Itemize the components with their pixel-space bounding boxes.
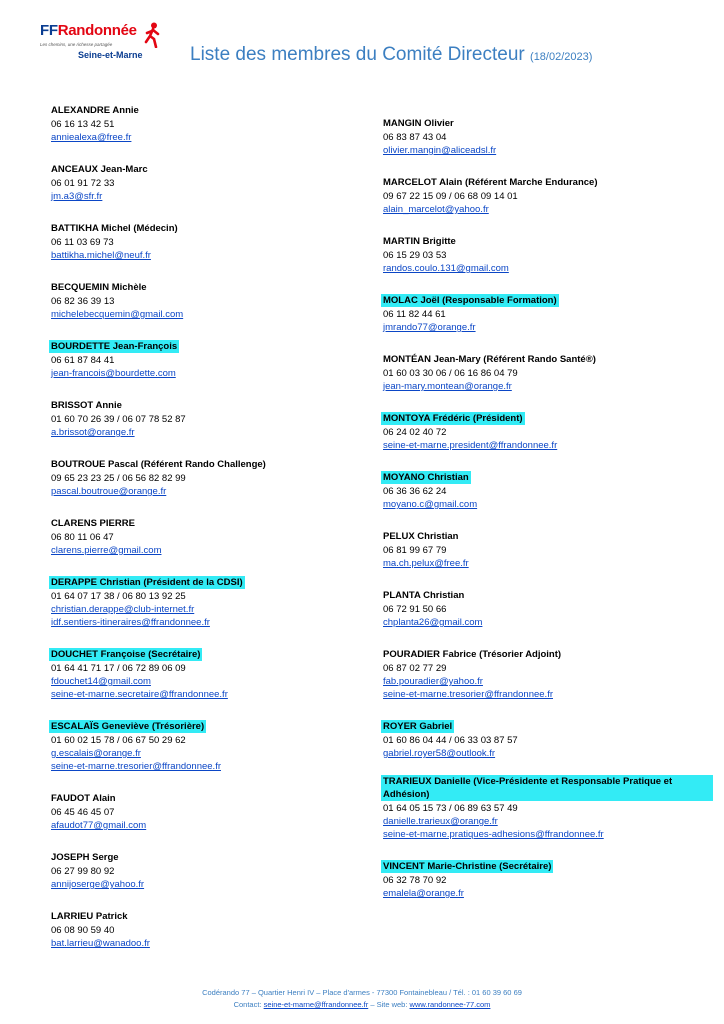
- member-name: ROYER Gabriel: [383, 721, 453, 732]
- member-entry: [383, 716, 713, 760]
- member-name: MOYANO Christian: [383, 472, 469, 483]
- logo-wordmark: FFRandonnée: [40, 22, 137, 39]
- member-email-link[interactable]: seine-et-marne.president@ffrandonnee.fr: [383, 440, 558, 451]
- member-name: PLANTA Christian: [383, 590, 465, 601]
- member-email-link[interactable]: ma.ch.pelux@free.fr: [383, 558, 469, 569]
- member-name: ALEXANDRE Annie: [51, 105, 139, 116]
- page-title: [190, 44, 592, 66]
- member-phone: 06 80 11 06 47: [51, 532, 114, 543]
- member-phone: 06 11 03 69 73: [51, 237, 114, 248]
- member-name: TRARIEUX Danielle (Vice-Présidente et Responsable Pratique et Adhésion): [381, 775, 713, 801]
- member-entry: [51, 218, 351, 262]
- member-name: BECQUEMIN Michèle: [51, 282, 147, 293]
- member-name: POURADIER Fabrice (Trésorier Adjoint): [383, 649, 562, 660]
- member-email-link[interactable]: seine-et-marne.pratiques-adhesions@ffrandonnee.fr: [383, 829, 604, 840]
- member-entry: [383, 856, 713, 900]
- member-email-link[interactable]: emalela@orange.fr: [383, 888, 464, 899]
- member-email-link[interactable]: jean-mary.montean@orange.fr: [383, 381, 512, 392]
- member-entry: [51, 644, 351, 701]
- member-email-link[interactable]: jean-francois@bourdette.com: [51, 368, 176, 379]
- member-name: BATTIKHA Michel (Médecin): [51, 223, 178, 234]
- member-entry: [383, 526, 713, 570]
- member-phone: 09 65 23 23 25 / 06 56 82 82 99: [51, 473, 186, 484]
- member-entry: [383, 644, 713, 701]
- footer-site-label: – Site web:: [370, 1000, 408, 1009]
- member-phone: 06 27 99 80 92: [51, 866, 115, 877]
- member-email-link[interactable]: g.escalais@orange.fr: [51, 748, 141, 759]
- footer-address: Codérando 77 – Quartier Henri IV – Place d'armes - 77300 Fontainebleau / Tél. : 01 60 39 60 69: [202, 988, 522, 997]
- member-phone: 06 87 02 77 29: [383, 663, 447, 674]
- member-entry: [51, 100, 351, 144]
- member-entry: [51, 847, 351, 891]
- member-phone: 06 32 78 70 92: [383, 875, 447, 886]
- logo-tagline: Les chemins, une richesse partagée: [40, 42, 113, 47]
- member-email-link[interactable]: afaudot77@gmail.com: [51, 820, 147, 831]
- member-entry: [51, 788, 351, 832]
- member-entry: [51, 277, 351, 321]
- member-email-link[interactable]: battikha.michel@neuf.fr: [51, 250, 151, 261]
- member-phone: 06 82 36 39 13: [51, 296, 115, 307]
- member-email-link[interactable]: seine-et-marne.tresorier@ffrandonnee.fr: [51, 761, 221, 772]
- member-email-link[interactable]: gabriel.royer58@outlook.fr: [383, 748, 496, 759]
- member-entry: [51, 716, 351, 773]
- member-phone: 06 36 36 62 24: [383, 486, 447, 497]
- member-phone: 06 72 91 50 66: [383, 604, 447, 615]
- member-email-link[interactable]: randos.coulo.131@gmail.com: [383, 263, 509, 274]
- member-name: DOUCHET Françoise (Secrétaire): [51, 649, 201, 660]
- member-entry: [383, 585, 713, 629]
- member-phone: 06 08 90 59 40: [51, 925, 115, 936]
- member-phone: 01 60 86 04 44 / 06 33 03 87 57: [383, 735, 518, 746]
- member-entry: [383, 349, 713, 393]
- member-phone: 01 64 05 15 73 / 06 89 63 57 49: [383, 803, 518, 814]
- member-entry: [383, 113, 713, 157]
- member-phone: 06 15 29 03 53: [383, 250, 447, 261]
- logo-subtitle: Seine-et-Marne: [78, 50, 143, 60]
- member-email-link[interactable]: anniealexa@free.fr: [51, 132, 132, 143]
- member-phone: 06 81 99 67 79: [383, 545, 447, 556]
- footer-site-link[interactable]: www.randonnee-77.com: [409, 1000, 491, 1009]
- member-phone: 06 01 91 72 33: [51, 178, 115, 189]
- member-list-left: [51, 100, 351, 965]
- member-list-right: [383, 113, 713, 915]
- member-email-link[interactable]: fdouchet14@gmail.com: [51, 676, 151, 687]
- member-name: MOLAC Joël (Responsable Formation): [383, 295, 557, 306]
- member-name: CLARENS PIERRE: [51, 518, 135, 529]
- member-email-link[interactable]: jm.a3@sfr.fr: [51, 191, 103, 202]
- title-date: (18/02/2023): [530, 51, 593, 63]
- member-entry: [51, 159, 351, 203]
- member-email-link[interactable]: annijoserge@yahoo.fr: [51, 879, 145, 890]
- member-phone: 06 45 46 45 07: [51, 807, 115, 818]
- member-phone: 06 24 02 40 72: [383, 427, 447, 438]
- ffrandonnee-logo: [40, 22, 160, 74]
- footer-contact-email-link[interactable]: seine-et-marne@ffrandonnee.fr: [263, 1000, 369, 1009]
- member-name: LARRIEU Patrick: [51, 911, 128, 922]
- member-entry: [51, 513, 351, 557]
- member-email-link[interactable]: christian.derappe@club-internet.fr: [51, 604, 195, 615]
- member-name: DERAPPE Christian (Président de la CDSI): [51, 577, 243, 588]
- member-phone: 06 61 87 84 41: [51, 355, 115, 366]
- member-phone: 09 67 22 15 09 / 06 68 09 14 01: [383, 191, 518, 202]
- member-name: MANGIN Olivier: [383, 118, 454, 129]
- footer-contact: [0, 1000, 724, 1009]
- member-phone: 06 16 13 42 51: [51, 119, 115, 130]
- member-entry: [51, 572, 351, 629]
- member-entry: [383, 290, 713, 334]
- member-name: MARTIN Brigitte: [383, 236, 456, 247]
- member-email-link[interactable]: michelebecquemin@gmail.com: [51, 309, 184, 320]
- member-email-link[interactable]: alain_marcelot@yahoo.fr: [383, 204, 489, 215]
- member-entry: [51, 906, 351, 950]
- member-entry: [383, 172, 713, 216]
- member-email-link[interactable]: olivier.mangin@aliceadsl.fr: [383, 145, 497, 156]
- member-phone: 01 60 02 15 78 / 06 67 50 29 62: [51, 735, 186, 746]
- member-email-link[interactable]: danielle.trarieux@orange.fr: [383, 816, 498, 827]
- member-name: BOUTROUE Pascal (Référent Rando Challenge): [51, 459, 266, 470]
- member-phone: 01 60 70 26 39 / 06 07 78 52 87: [51, 414, 186, 425]
- title-text: Liste des membres du Comité Directeur: [190, 44, 525, 65]
- member-name: VINCENT Marie-Christine (Secrétaire): [383, 861, 552, 872]
- member-phone: 06 11 82 44 61: [383, 309, 446, 320]
- member-phone: 01 64 07 17 38 / 06 80 13 92 25: [51, 591, 186, 602]
- member-name: ESCALAÏS Geneviève (Trésorière): [51, 721, 205, 732]
- member-email-link[interactable]: clarens.pierre@gmail.com: [51, 545, 162, 556]
- member-name: BOURDETTE Jean-François: [51, 341, 178, 352]
- member-email-link[interactable]: chplanta26@gmail.com: [383, 617, 483, 628]
- member-entry: [383, 408, 713, 452]
- member-name: BRISSOT Annie: [51, 400, 122, 411]
- member-email-link[interactable]: bat.larrieu@wanadoo.fr: [51, 938, 150, 949]
- member-email-link[interactable]: moyano.c@gmail.com: [383, 499, 478, 510]
- member-name: MARCELOT Alain (Référent Marche Endurance): [383, 177, 598, 188]
- member-phone: 06 83 87 43 04: [383, 132, 447, 143]
- member-entry: [383, 775, 713, 841]
- member-entry: [383, 467, 713, 511]
- member-name: MONTÉAN Jean-Mary (Référent Rando Santé®): [383, 354, 596, 365]
- member-name: JOSEPH Serge: [51, 852, 119, 863]
- member-entry: [51, 395, 351, 439]
- member-email-link[interactable]: idf.sentiers-itineraires@ffrandonnee.fr: [51, 617, 210, 628]
- member-email-link[interactable]: a.brissot@orange.fr: [51, 427, 135, 438]
- member-email-link[interactable]: seine-et-marne.tresorier@ffrandonnee.fr: [383, 689, 553, 700]
- member-name: PELUX Christian: [383, 531, 459, 542]
- member-name: FAUDOT Alain: [51, 793, 116, 804]
- member-entry: [51, 454, 351, 498]
- member-email-link[interactable]: seine-et-marne.secretaire@ffrandonnee.fr: [51, 689, 228, 700]
- member-email-link[interactable]: fab.pouradier@yahoo.fr: [383, 676, 483, 687]
- member-phone: 01 60 03 30 06 / 06 16 86 04 79: [383, 368, 518, 379]
- member-phone: 01 64 41 71 17 / 06 72 89 06 09: [51, 663, 186, 674]
- footer-contact-label: Contact:: [233, 1000, 262, 1009]
- member-name: MONTOYA Frédéric (Président): [383, 413, 523, 424]
- member-entry: [383, 231, 713, 275]
- member-name: ANCEAUX Jean-Marc: [51, 164, 148, 175]
- member-email-link[interactable]: jmrando77@orange.fr: [383, 322, 476, 333]
- member-entry: [51, 336, 351, 380]
- member-email-link[interactable]: pascal.boutroue@orange.fr: [51, 486, 167, 497]
